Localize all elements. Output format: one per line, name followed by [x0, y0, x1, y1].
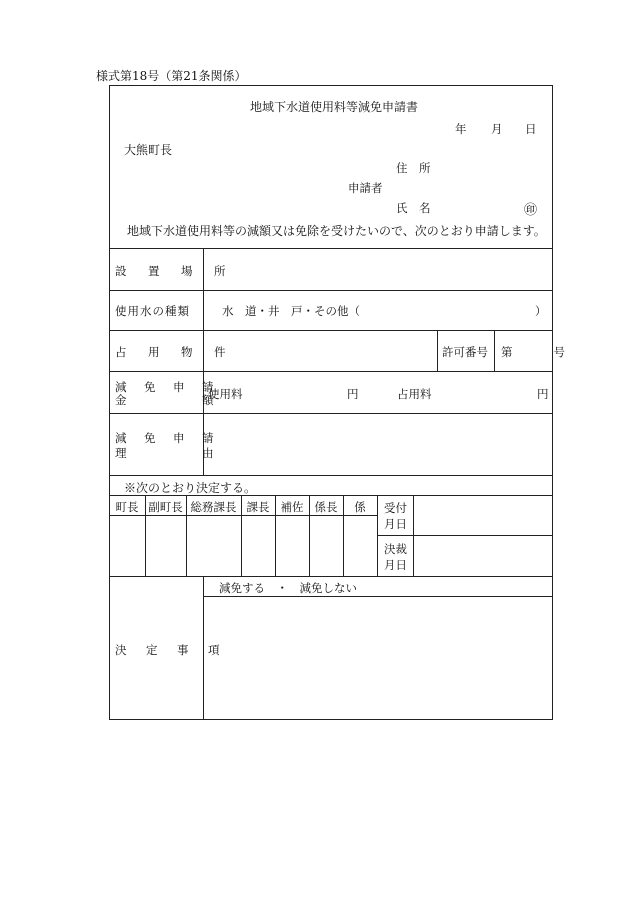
received-label: 受付	[384, 501, 407, 515]
approver-mayor: 町長	[115, 500, 139, 514]
amount-label-line2: 金 額	[115, 393, 217, 407]
received-date-label: 月日	[384, 517, 407, 531]
approver-staff: 係	[354, 500, 366, 514]
seal-mark: ㊞	[524, 203, 538, 218]
form-number: 様式第18号（第21条関係）	[96, 69, 247, 83]
approver-subsection-chief: 係長	[314, 500, 338, 514]
approver-assistant: 補佐	[280, 500, 304, 514]
usage-fee-yen: 円	[347, 387, 359, 401]
form-title: 地域下水道使用料等減免申請書	[250, 100, 419, 114]
reason-input[interactable]	[208, 420, 548, 470]
decided-label: 決裁	[384, 542, 407, 556]
addressee: 大熊町長	[124, 143, 173, 157]
permit-no-label: 許可番号	[442, 345, 488, 359]
name-label: 氏 名	[396, 201, 431, 215]
usage-fee-label: 使用料	[208, 387, 243, 401]
reason-label-line1: 減 免 申 請	[115, 431, 217, 445]
occupancy-fee-yen: 円	[537, 387, 549, 401]
approver-general-affairs-chief: 総務課長	[190, 500, 237, 514]
approver-deputy-mayor: 副町長	[148, 500, 183, 514]
application-statement: 地域下水道使用料等の減額又は免除を受けたいので、次のとおり申請します。	[127, 224, 546, 238]
date-year[interactable]: 年	[455, 122, 467, 136]
date-day[interactable]: 日	[525, 122, 537, 136]
amount-label-line1: 減 免 申 請	[115, 380, 217, 394]
decision-note: ※次のとおり決定する。	[124, 481, 257, 495]
water-type-close-paren: ）	[535, 304, 547, 318]
date-month[interactable]: 月	[491, 122, 503, 136]
decision-label: 決 定 事 項	[115, 643, 224, 657]
decided-date-label: 月日	[384, 558, 407, 572]
location-input[interactable]	[208, 254, 548, 286]
occupancy-fee-label: 占用料	[397, 387, 432, 401]
reason-label-line2: 理 由	[115, 446, 217, 460]
property-label: 占 用 物 件	[115, 345, 231, 359]
decision-options[interactable]: 減免する ・ 減免しない	[219, 581, 357, 595]
water-type-label: 使用水の種類	[115, 304, 190, 318]
permit-no-value[interactable]: 第 号	[501, 345, 571, 359]
decision-details-area[interactable]	[208, 602, 548, 714]
address-label: 住 所	[396, 161, 431, 175]
water-type-options[interactable]: 水 道・井 戸・その他（	[222, 304, 360, 318]
location-label: 設 置 場 所	[115, 264, 231, 278]
approver-section-chief: 課長	[246, 500, 270, 514]
applicant-label: 申請者	[348, 181, 383, 195]
